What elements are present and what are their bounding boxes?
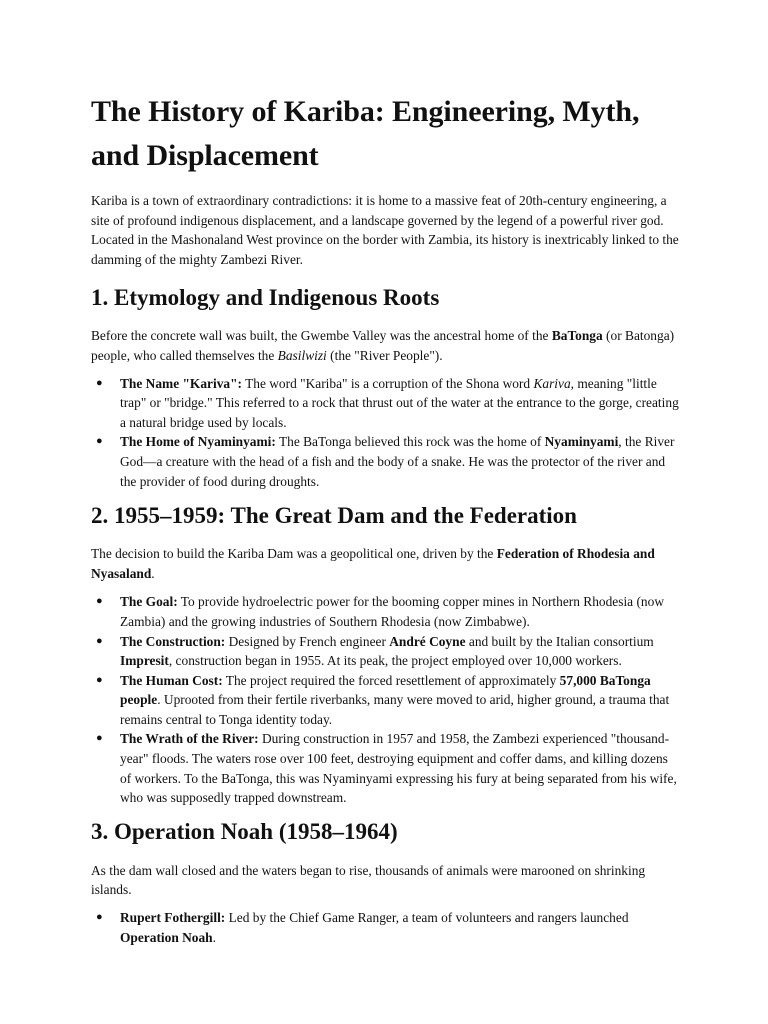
bullet-list-operation-noah: [91, 908, 681, 947]
intro-paragraph: Kariba is a town of extraordinary contradictions: it is home to a massive feat of 20th-century engineering, a site of profound indigenous displacement, and a landscape governed by the legend of a powerful river god. Located in the Mashonaland West province on the border with Zambia, its history is inextricably linked to the damming of the mighty Zambezi River.: [91, 193, 679, 267]
bullet-icon: ●: [96, 732, 103, 745]
list-item: ● The Construction: Designed by French engineer André Coyne and built by the Italian consortium Impresit, construction began in 1955. At its peak, the project employed over 10,000 workers.: [96, 633, 654, 669]
list-item: ● The Wrath of the River: During construction in 1957 and 1958, the Zambezi experienced "thousand-year" floods. The waters rose over 100 feet, destroying equipment and coffer dams, and killing dozens of workers. To the BaTonga, this was Nyaminyami expressing his fury at being separated from his wife, who was supposedly trapped downstream.: [96, 731, 677, 806]
list-item: ● The Goal: To provide hydroelectric power for the booming copper mines in Northern Rhodesia (now Zambia) and the growing industries of Southern Rhodesia (now Zimbabwe).: [96, 594, 664, 629]
section-heading-operation-noah: 3. Operation Noah (1958–1964): [91, 818, 398, 844]
bullet-icon: ●: [96, 634, 103, 647]
section-heading-etymology: 1. Etymology and Indigenous Roots: [91, 285, 440, 311]
bullet-list-etymology: [91, 374, 681, 492]
bullet-icon: ●: [96, 435, 103, 448]
section-paragraph-etymology: Before the concrete wall was built, the Gwembe Valley was the ancestral home of the BaTonga (or Batonga) people, who called themselves the Basilwizi (the "River People").: [91, 328, 675, 363]
bullet-icon: ●: [96, 595, 103, 608]
section-paragraph-operation-noah: As the dam wall closed and the waters began to rise, thousands of animals were marooned on shrinking islands.: [91, 862, 646, 898]
list-item: ● The Human Cost: The project required the forced resettlement of approximately 57,000 BaTonga people. Uprooted from their fertile riverbanks, many were moved to arid, higher ground, a trauma that remains central to Tonga identity today.: [96, 672, 670, 727]
section-heading-great-dam: 2. 1955–1959: The Great Dam and the Federation: [91, 503, 577, 529]
document-title: The History of Kariba: Engineering, Myth, and Displacement: [91, 95, 640, 172]
list-item: ● The Home of Nyaminyami: The BaTonga believed this rock was the home of Nyaminyami, the River God—a creature with the head of a fish and the body of a snake. He was the protector of the river and the provider of food during droughts.: [96, 434, 675, 489]
bullet-icon: ●: [96, 911, 103, 924]
section-paragraph-great-dam: The decision to build the Kariba Dam was a geopolitical one, driven by the Federation of Rhodesia and Nyasaland.: [91, 546, 655, 581]
list-item: ● The Name "Kariva": The word "Kariba" is a corruption of the Shona word Kariva, meaning "little trap" or "bridge." This referred to a rock that thrust out of the water at the entrance to the gorge, creating a natural bridge used by locals.: [96, 375, 679, 430]
document-page: [91, 0, 681, 947]
bullet-icon: ●: [96, 673, 103, 686]
bullet-icon: ●: [96, 376, 103, 389]
bullet-list-great-dam: [91, 592, 681, 808]
list-item: ● Rupert Fothergill: Led by the Chief Game Ranger, a team of volunteers and rangers launched Operation Noah.: [96, 910, 629, 945]
